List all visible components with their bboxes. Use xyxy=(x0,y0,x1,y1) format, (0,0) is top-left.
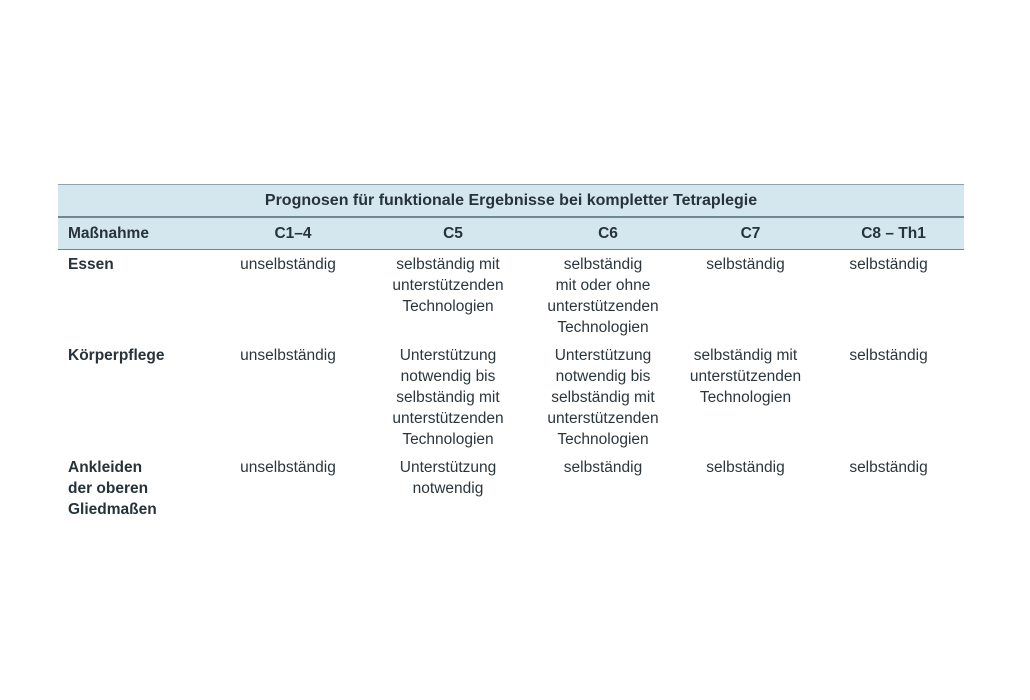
row-label-text: Körperpflege xyxy=(68,347,165,364)
table-cell xyxy=(678,453,813,523)
header-c7: C7 xyxy=(678,217,813,250)
table-cell xyxy=(368,341,528,453)
header-c5: C5 xyxy=(368,217,528,250)
cell-text: selbständig xyxy=(563,459,643,476)
prognosis-table-container xyxy=(58,184,964,523)
cell-text: selbständig xyxy=(706,459,785,476)
table-cell xyxy=(208,250,368,342)
cell-text: selbständig mit oder ohne unterstützenden Technologien xyxy=(547,256,659,336)
cell-text: selbständig mit unterstützenden Technologien xyxy=(689,347,802,406)
cell-text: selbständig mit unterstützenden Technologien xyxy=(392,256,504,315)
table-cell xyxy=(813,341,964,453)
table-title-row xyxy=(58,185,964,218)
table-row-essen xyxy=(58,250,964,342)
row-label xyxy=(58,341,208,453)
header-c1-4: C1–4 xyxy=(208,217,368,250)
row-label-text: Ankleiden der oberen Gliedmaßen xyxy=(68,459,157,518)
table-cell xyxy=(528,341,678,453)
table-row-koerperpflege xyxy=(58,341,964,453)
cell-text: unselbständig xyxy=(240,256,336,273)
table-cell xyxy=(528,250,678,342)
table-cell xyxy=(368,250,528,342)
table-cell xyxy=(813,250,964,342)
table-cell xyxy=(368,453,528,523)
cell-text: Unterstützung notwendig xyxy=(399,459,497,497)
table-cell xyxy=(528,453,678,523)
table-row-ankleiden xyxy=(58,453,964,523)
cell-text: Unterstützung notwendig bis selbständig mit unterstützenden Technologien xyxy=(392,347,504,448)
header-c8-th1: C8 – Th1 xyxy=(813,217,964,250)
cell-text: selbständig xyxy=(706,256,785,273)
cell-text: Unterstützung notwendig bis selbständig mit unterstützenden Technologien xyxy=(547,347,659,448)
cell-text: selbständig xyxy=(849,347,928,364)
table-cell xyxy=(208,453,368,523)
table-header-row xyxy=(58,217,964,250)
prognosis-table xyxy=(58,184,964,523)
cell-text: selbständig xyxy=(849,256,928,273)
cell-text: unselbständig xyxy=(240,347,336,364)
table-title: Prognosen für funktionale Ergebnisse bei kompletter Tetraplegie xyxy=(58,185,964,218)
row-label xyxy=(58,250,208,342)
table-cell xyxy=(678,341,813,453)
table-cell xyxy=(813,453,964,523)
header-measure: Maßnahme xyxy=(58,217,208,250)
header-c6: C6 xyxy=(528,217,678,250)
row-label xyxy=(58,453,208,523)
table-cell xyxy=(678,250,813,342)
row-label-text: Essen xyxy=(68,256,114,273)
cell-text: selbständig xyxy=(849,459,928,476)
table-cell xyxy=(208,341,368,453)
cell-text: unselbständig xyxy=(240,459,336,476)
